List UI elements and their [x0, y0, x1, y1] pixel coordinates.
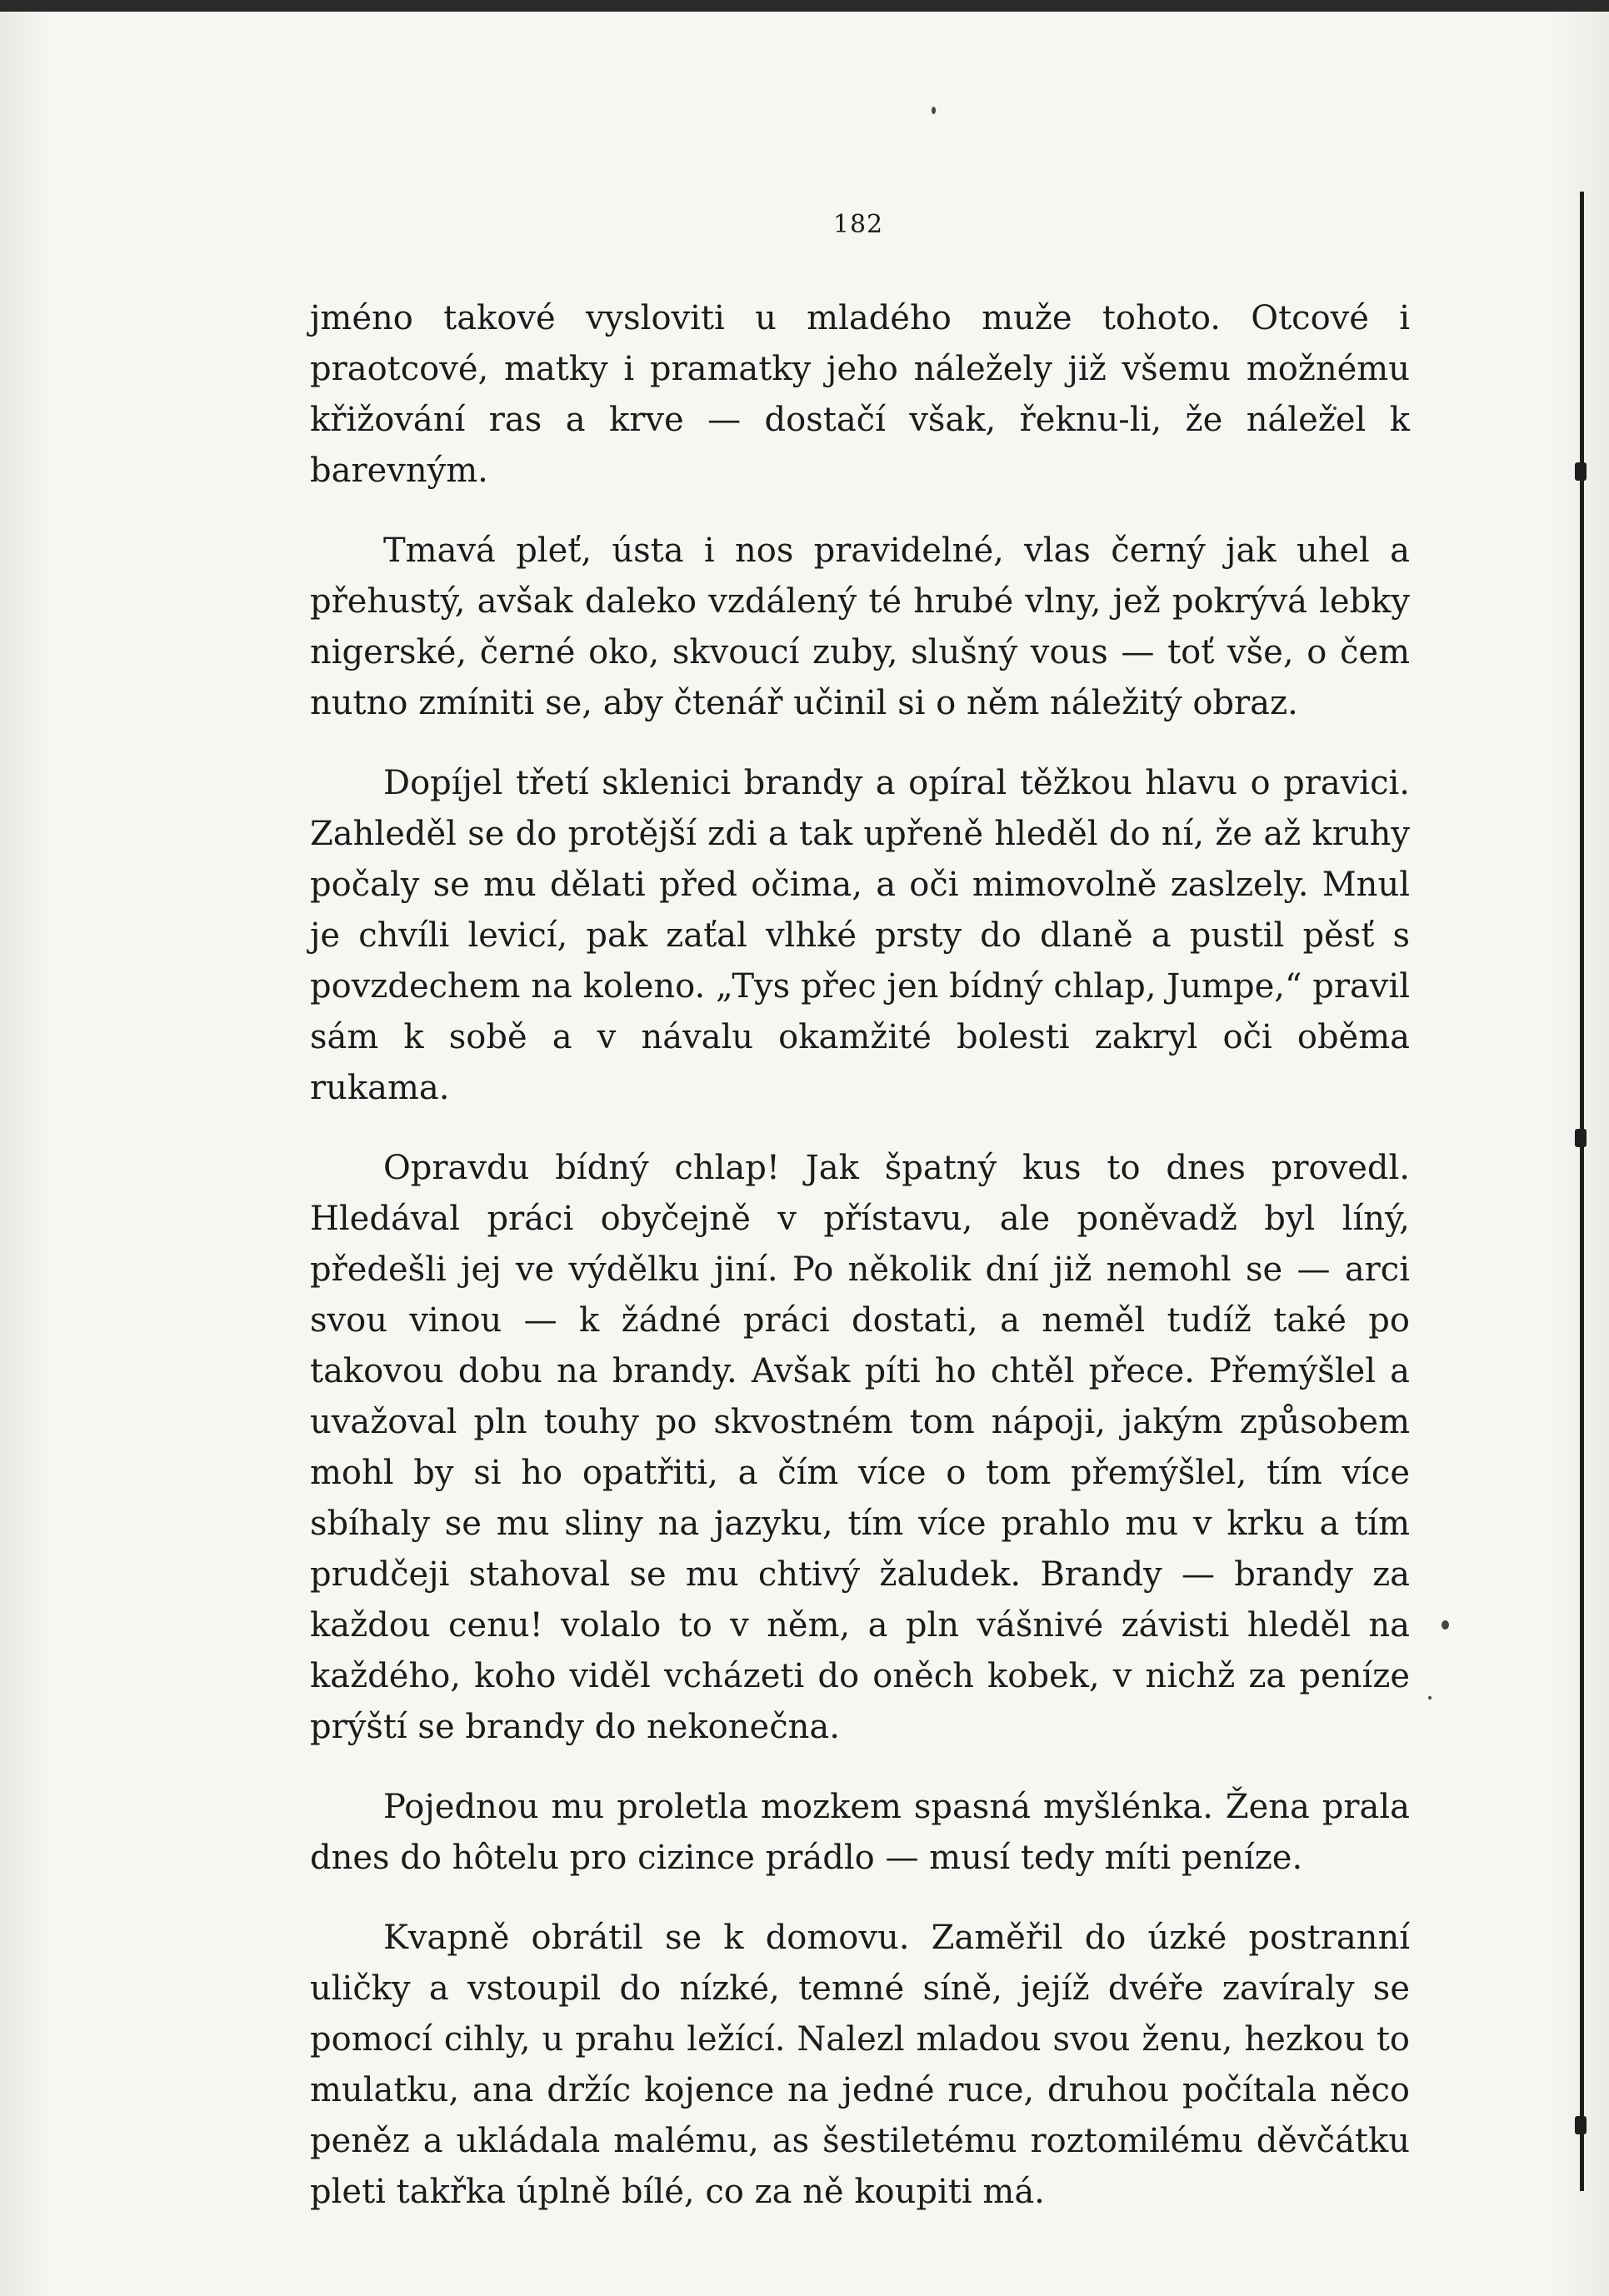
- scan-edge-mark: [1575, 1129, 1587, 1147]
- paragraph: Opravdu bídný chlap! Jak špatný kus to dnes provedl. Hledával práci obyčejně v přístavu, ale poněvadž byl líný, předešli jej ve výdělku jiní. Po několik dní již nemohl se — arci svou vinou — k žádné práci dostati, a neměl tudíž také po takovou dobu na brandy. Avšak píti ho chtěl přece. Přemýšlel a uvažoval pln touhy po skvostném tom nápoji, jakým způsobem mohl by si ho opatřiti, a čím více o tom přemýšlel, tím více sbíhaly se mu sliny na jazyku, tím více prahlo mu v krku a tím prudčeji stahoval se mu chtivý žaludek. Brandy — brandy za každou cenu! volalo to v něm, a pln vášnivé závisti hleděl na každého, koho viděl vcházeti do oněch kobek, v nichž za peníze prýští se brandy do nekonečna.: [310, 1149, 1410, 1746]
- page-number: 182: [832, 210, 884, 239]
- body-text: [310, 293, 1410, 2247]
- scan-edge-mark: [1575, 2116, 1587, 2134]
- scan-speck: [932, 107, 936, 114]
- scan-speck: [1442, 1620, 1449, 1630]
- paragraph: Tmavá pleť, ústa i nos pravidelné, vlas černý jak uhel a přehustý, avšak daleko vzdálený té hrubé vlny, jež pokrývá lebky nigerské, černé oko, skvoucí zuby, slušný vous — toť vše, o čem nutno zmíniti se, aby čtenář učinil si o něm náležitý obraz.: [310, 532, 1410, 722]
- scan-speck: [1428, 1696, 1432, 1700]
- paragraph: Dopíjel třetí sklenici brandy a opíral těžkou hlavu o pravici. Zahleděl se do protější zdi a tak upřeně hleděl do ní, že až kruhy počaly se mu dělati před očima, a oči mimovolně zaslzely. Mnul je chvíli levicí, pak zaťal vlhké prsty do dlaně a pustil pěsť s povzdechem na koleno. „Tys přec jen bídný chlap, Jumpe,“ pravil sám k sobě a v návalu okamžité bolesti zakryl oči oběma rukama.: [310, 764, 1410, 1107]
- scan-right-edge-rule: [1580, 192, 1584, 2191]
- paragraph: Pojednou mu proletla mozkem spasná myšlénka. Žena prala dnes do hôtelu pro cizince prádlo — musí tedy míti peníze.: [310, 1788, 1410, 1877]
- scan-edge-mark: [1575, 462, 1587, 481]
- paragraph: Kvapně obrátil se k domovu. Zaměřil do úzké postranní uličky a vstoupil do nízké, temné síně, jejíž dvéře zavíraly se pomocí cihly, u prahu ležící. Nalezl mladou svou ženu, hezkou to mulatku, ana držíc kojence na jedné ruce, druhou počítala něco peněz a ukládala malému, as šestiletému roztomilému děvčátku pleti takřka úplně bílé, co za ně koupiti má.: [310, 1919, 1410, 2211]
- scan-top-edge: [0, 0, 1609, 12]
- paragraph: jméno takové vysloviti u mladého muže tohoto. Otcové i praotcové, matky i pramatky jeho náležely již všemu možnému křižování ras a krve — dostačí však, řeknu-li, že náležel k barevným.: [310, 299, 1410, 490]
